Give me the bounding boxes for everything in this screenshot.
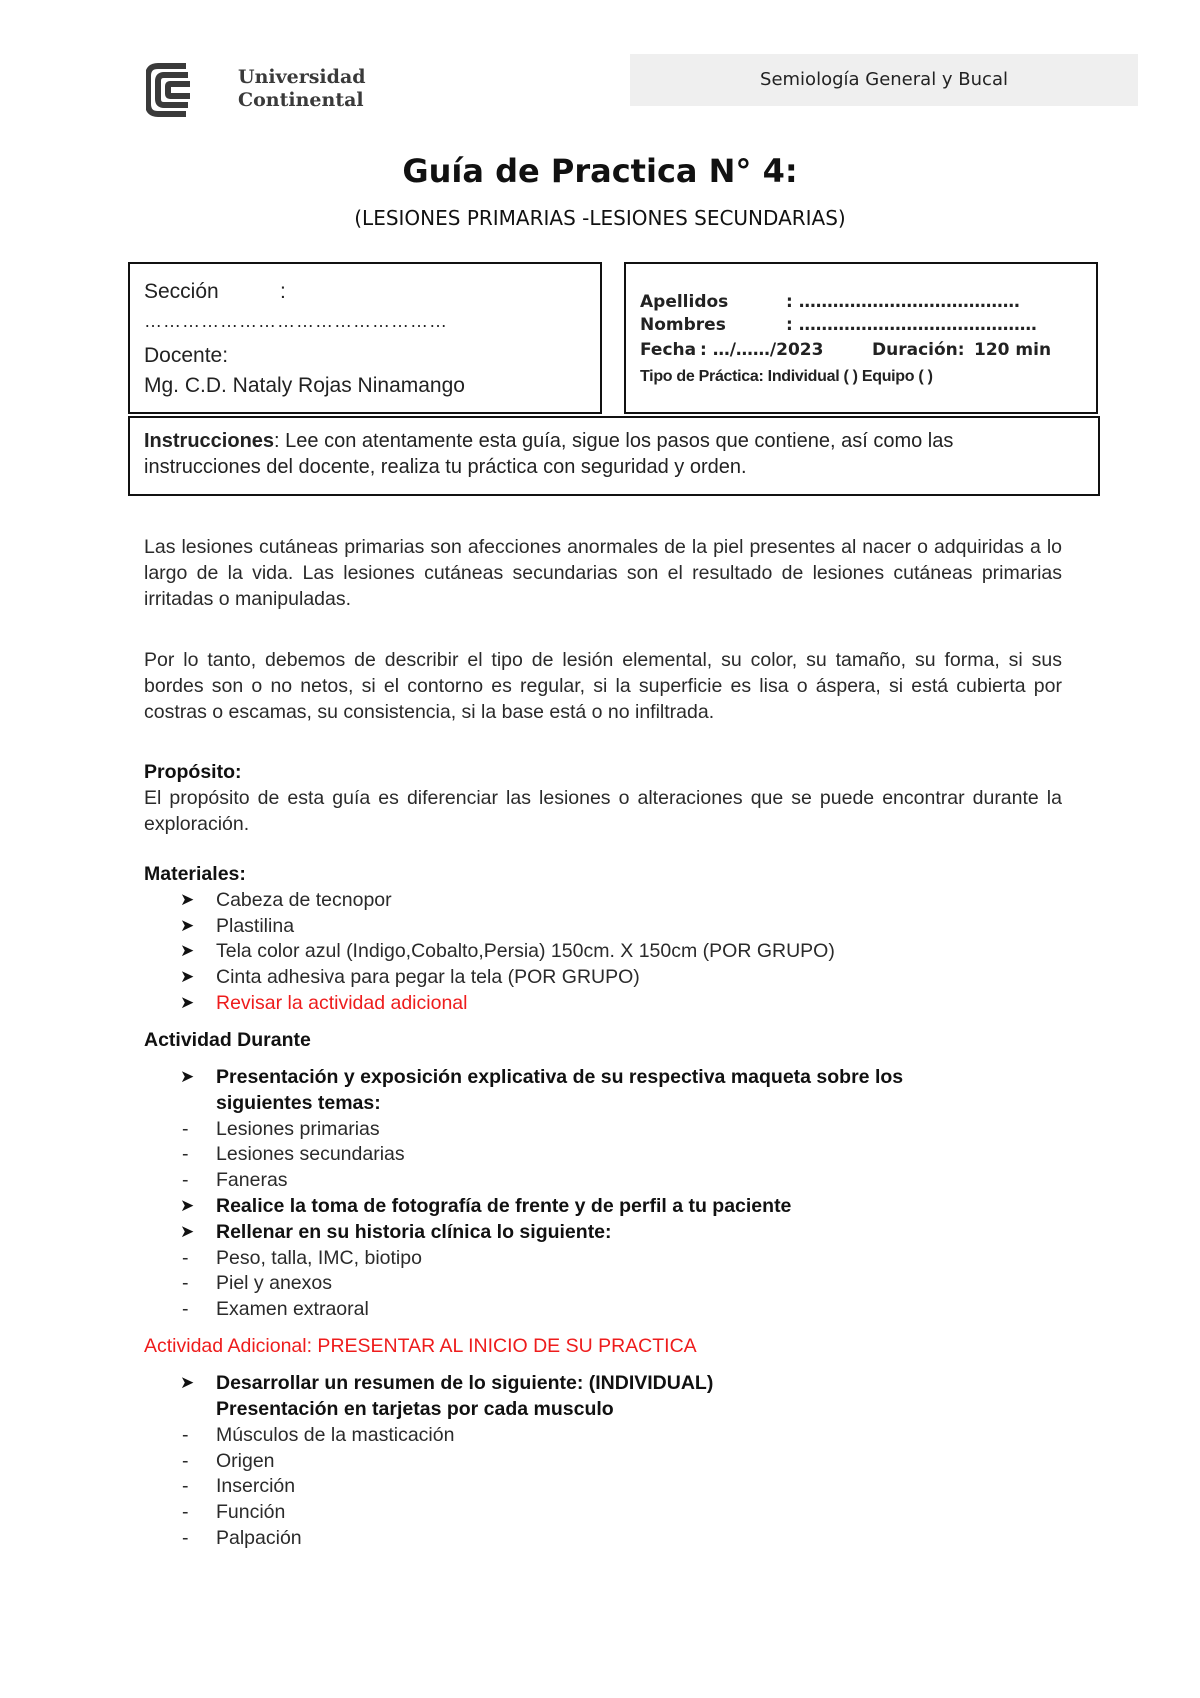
fecha-field: : …/……/2023 (700, 340, 824, 360)
nombres-label: Nombres (640, 315, 726, 335)
university-name (238, 66, 366, 112)
durante-sub-item: Peso, talla, IMC, biotipo (216, 1247, 422, 1269)
intro-paragraph-1: Las lesiones cutáneas primarias son afecciones anormales de la piel presentes al nacer o adquiridas a lo largo de la vida. Las lesiones cutáneas secundarias son el resultado de lesiones cutáneas primarias irritadas o manipuladas. (144, 536, 1062, 610)
instructions-line-2: instrucciones del docente, realiza tu práctica con seguridad y orden. (144, 456, 747, 478)
adicional-sub-item: Origen (216, 1450, 275, 1472)
arrow-bullet-icon: ➤ (180, 967, 195, 986)
instructions-label: Instrucciones (144, 430, 275, 452)
dash-bullet: - (182, 1118, 189, 1140)
dash-bullet: - (182, 1272, 189, 1294)
page-title: Guía de Practica N° 4: (402, 152, 798, 190)
dash-bullet: - (182, 1247, 189, 1269)
durante-sub-item: Piel y anexos (216, 1272, 332, 1294)
instructions-text-1: : Lee con atentamente esta guía, sigue los pasos que contiene, así como las (274, 430, 954, 452)
durante-sub-item: Lesiones primarias (216, 1118, 380, 1140)
durante-bullet-3: Rellenar en su historia clínica lo siguiente: (216, 1221, 612, 1243)
material-item: Cabeza de tecnopor (216, 889, 392, 911)
arrow-bullet-icon: ➤ (180, 1373, 195, 1392)
arrow-bullet-icon: ➤ (180, 890, 195, 909)
duracion-label: Duración: (872, 340, 965, 360)
durante-bullet-1-line-2: siguientes temas: (216, 1092, 381, 1114)
adicional-sub-item: Inserción (216, 1475, 296, 1497)
dash-bullet: - (182, 1475, 189, 1497)
dash-bullet: - (182, 1298, 189, 1320)
dash-bullet: - (182, 1501, 189, 1523)
actividad-adicional-heading: Actividad Adicional: PRESENTAR AL INICIO DE SU PRACTICA (144, 1335, 697, 1357)
logo-line-2: Continental (238, 89, 364, 111)
intro-paragraph-2: Por lo tanto, debemos de describir el tipo de lesión elemental, su color, su tamaño, su forma, si sus bordes son o no netos, si el contorno es regular, si la superficie es lisa o áspera, si está cubierta por costras o escamas, su consistencia, si la base está o no infiltrada. (144, 649, 1062, 723)
adicional-bullet-line-1: Desarrollar un resumen de lo siguiente: (INDIVIDUAL) (216, 1372, 714, 1394)
material-item: Cinta adhesiva para pegar la tela (POR GRUPO) (216, 966, 640, 988)
adicional-sub-item: Palpación (216, 1527, 302, 1549)
tipo-practica: Tipo de Práctica: Individual ( ) Equipo ( ) (640, 368, 933, 385)
seccion-field: ………………………………………… (144, 311, 448, 331)
durante-bullet-1-line-1: Presentación y exposición explicativa de su respectiva maqueta sobre los (216, 1066, 904, 1088)
page-subtitle: (LESIONES PRIMARIAS -LESIONES SECUNDARIAS) (354, 206, 846, 230)
arrow-bullet-icon: ➤ (180, 993, 195, 1012)
material-item: Tela color azul (Indigo,Cobalto,Persia) 150cm. X 150cm (POR GRUPO) (216, 940, 835, 962)
materiales-heading: Materiales: (144, 863, 246, 885)
arrow-bullet-icon: ➤ (180, 1067, 195, 1086)
adicional-sub-item: Función (216, 1501, 286, 1523)
arrow-bullet-icon: ➤ (180, 941, 195, 960)
dash-bullet: - (182, 1527, 189, 1549)
duracion-value: 120 min (974, 340, 1052, 360)
proposito-text: El propósito de esta guía es diferenciar las lesiones o alteraciones que se puede encontrar durante la exploración. (144, 787, 1062, 835)
section-teacher-box (128, 262, 602, 414)
docente-name: Mg. C.D. Nataly Rojas Ninamango (144, 374, 465, 397)
proposito-heading: Propósito: (144, 761, 242, 783)
dash-bullet: - (182, 1169, 189, 1191)
fecha-label: Fecha (640, 340, 697, 360)
adicional-sub-item: Músculos de la masticación (216, 1424, 455, 1446)
dash-bullet: - (182, 1143, 189, 1165)
logo-line-1: Universidad (238, 66, 366, 88)
instructions-line-1 (144, 428, 953, 454)
durante-bullet-2: Realice la toma de fotografía de frente y de perfil a tu paciente (216, 1195, 792, 1217)
durante-sub-item: Lesiones secundarias (216, 1143, 405, 1165)
actividad-durante-heading: Actividad Durante (144, 1029, 311, 1051)
nombres-field: : …………………………………… (786, 315, 1037, 335)
material-item: Plastilina (216, 915, 295, 937)
instructions-box (128, 416, 1100, 496)
student-info-box (624, 262, 1098, 414)
adicional-bullet-line-2: Presentación en tarjetas por cada musculo (216, 1398, 614, 1420)
durante-sub-item: Examen extraoral (216, 1298, 369, 1320)
apellidos-field: : ………………………………… (786, 292, 1020, 312)
material-item-highlight: Revisar la actividad adicional (216, 992, 468, 1014)
apellidos-label: Apellidos (640, 292, 729, 312)
arrow-bullet-icon: ➤ (180, 1196, 195, 1215)
docente-label: Docente: (144, 344, 229, 367)
arrow-bullet-icon: ➤ (180, 1222, 195, 1241)
dash-bullet: - (182, 1424, 189, 1446)
seccion-colon: : (280, 280, 286, 303)
course-title: Semiología General y Bucal (760, 69, 1008, 90)
arrow-bullet-icon: ➤ (180, 916, 195, 935)
dash-bullet: - (182, 1450, 189, 1472)
seccion-label: Sección (144, 280, 219, 303)
durante-sub-item: Faneras (216, 1169, 288, 1191)
